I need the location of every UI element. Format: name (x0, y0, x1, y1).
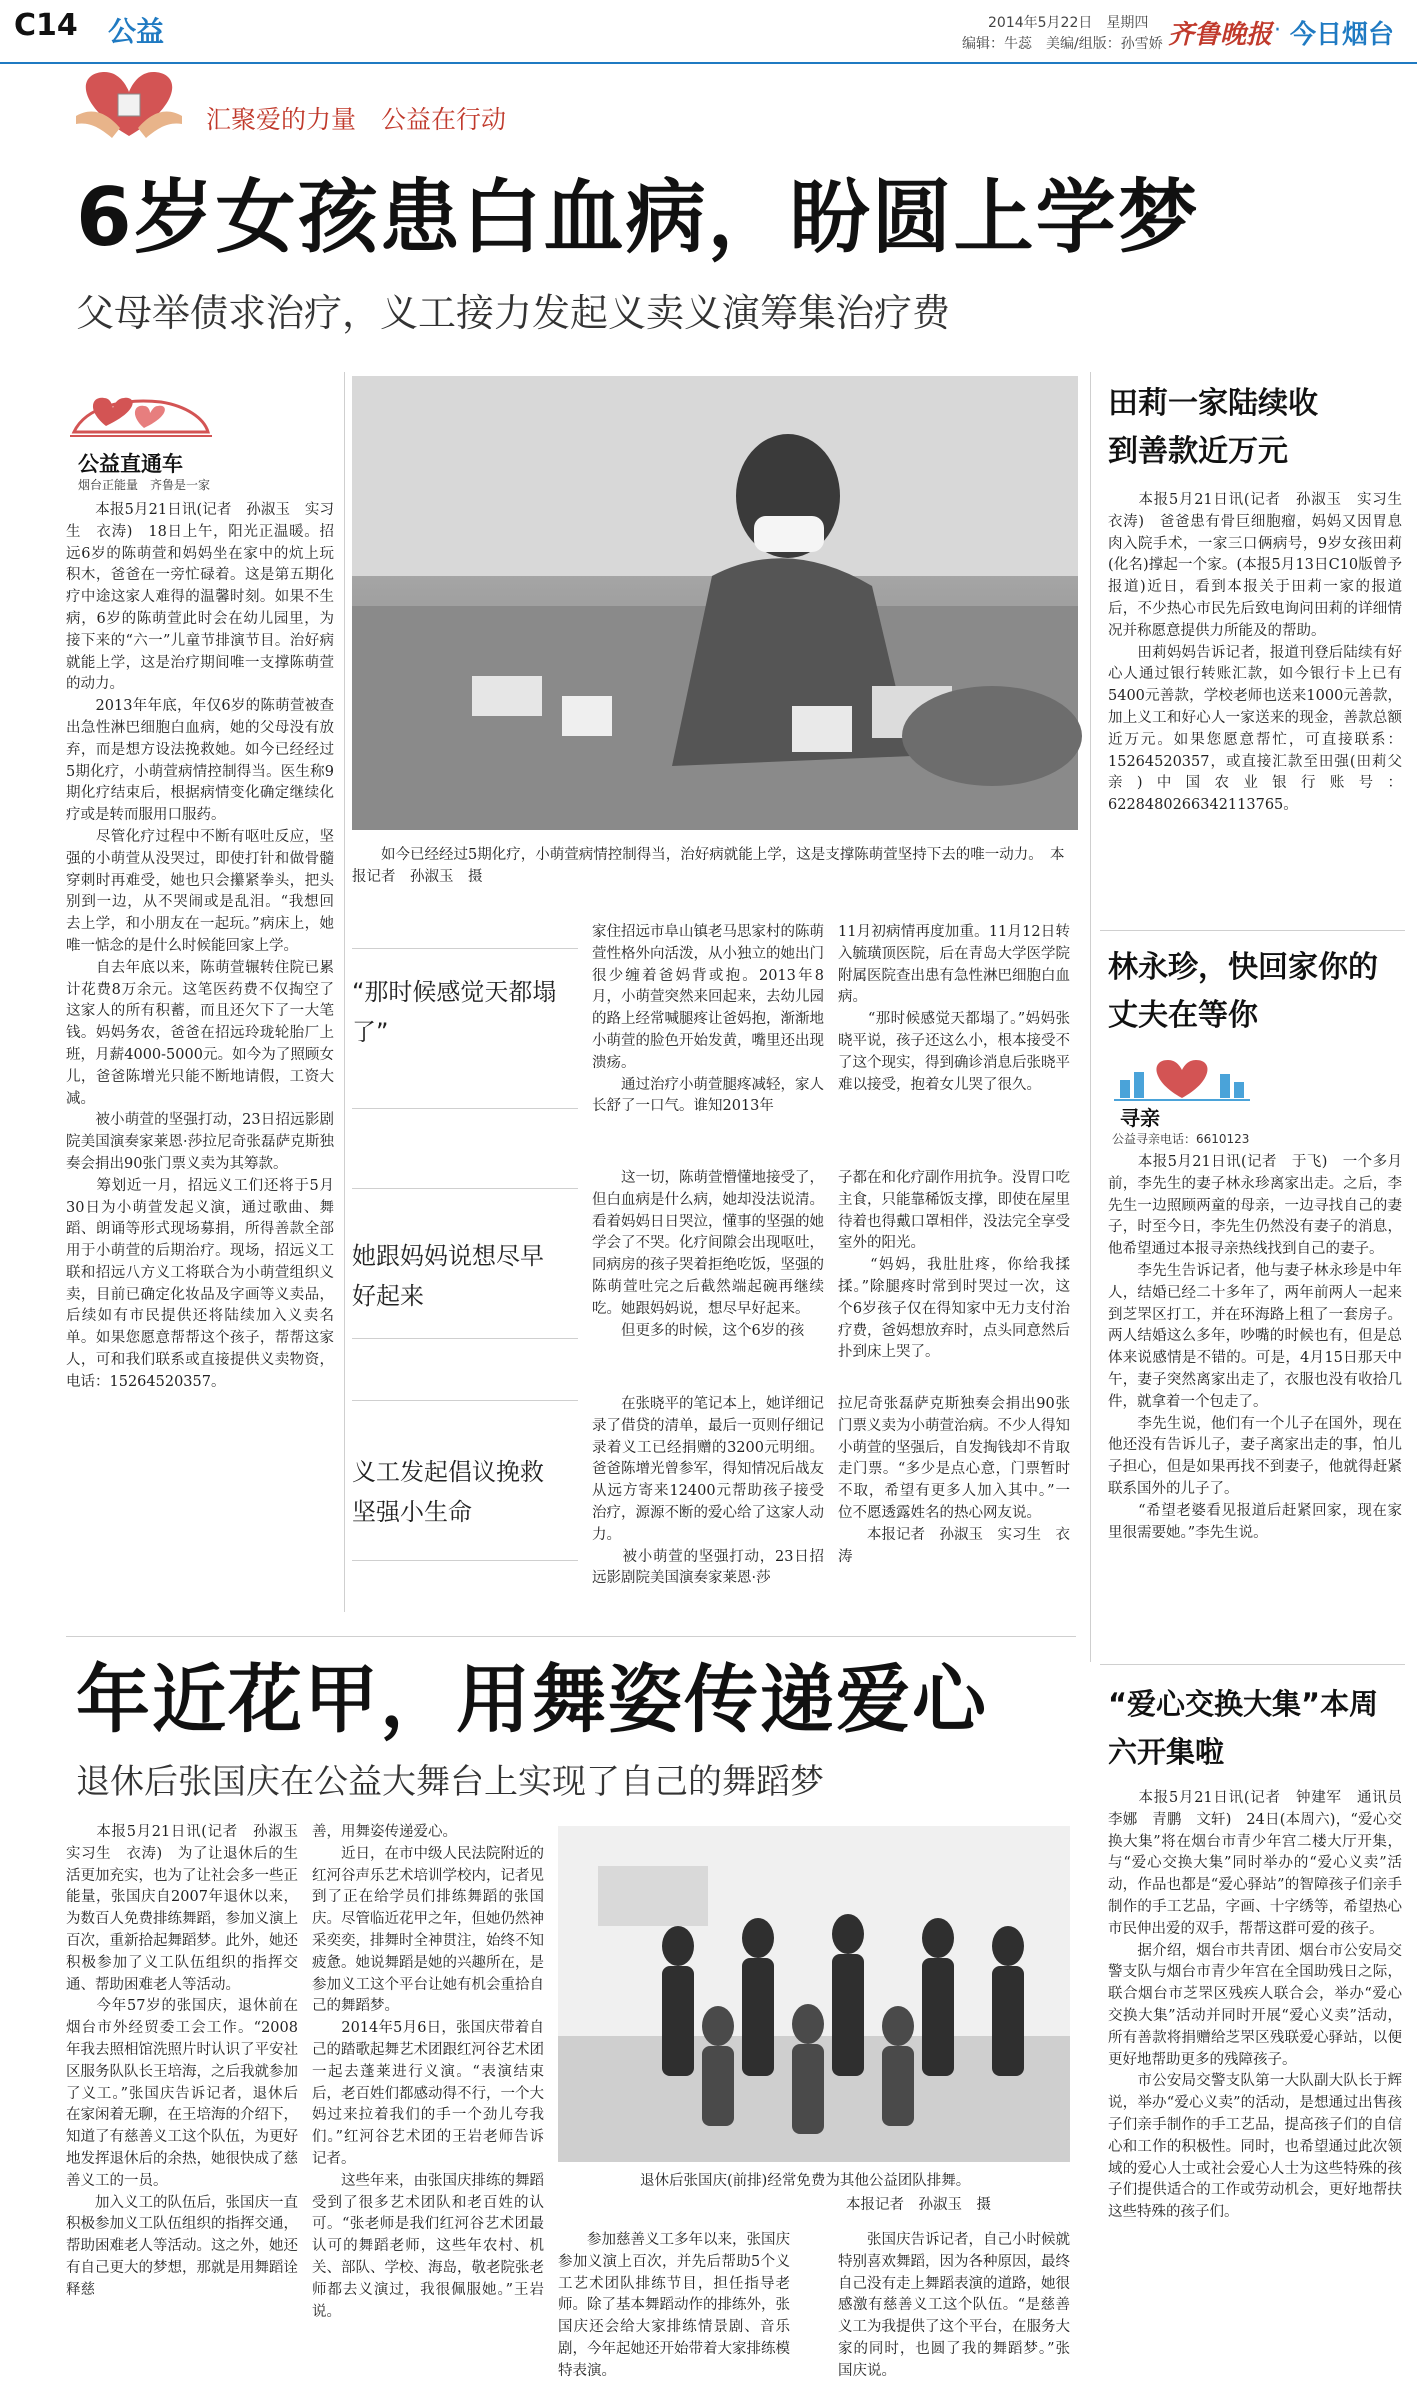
story1-col2c: 在张晓平的笔记本上，她详细记录了借贷的清单，最后一页则仔细记录着义工已经捐赠的3200元明细。爸爸陈增光曾参军，得知情况后战友从远方寄来12400元帮助孩子接受治疗，源源不断的爱心给了这家人动力。 被小萌萱的坚强打动，23日招远影剧院美国演奏家莱恩·莎 (592, 1396, 824, 1587)
car-heart-icon (66, 386, 216, 446)
xunqin-logo-label: 寻亲 (1120, 1106, 1160, 1130)
pull-quote-3: 义工发起倡议挽救坚强小生命 (352, 1458, 544, 1526)
sidebar1-title: 田莉一家陆续收到善款近万元 (1108, 386, 1318, 469)
story1-col2a: 家住招远市阜山镇老马思家村的陈萌萱性格外向活泼，从小独立的她出门很少缠着爸妈背或抱。2013年8月，小萌萱突然来回起来，去幼儿园的路上经常喊腿疼让爸妈抱，渐渐地小萌萱的脸色开始发黄，嘴里还出现溃疡。 通过治疗小萌萱腿疼减轻，家人长舒了一口气。谁知2013年 (592, 924, 824, 1115)
editor-line: 编辑：牛蕊 美编/组版：孙雪娇 (962, 36, 1163, 52)
pull-rule-1a (352, 948, 578, 949)
story2-photo (558, 1826, 1070, 2162)
pull-rule-1b (352, 1108, 578, 1109)
story2-photo-caption: 退休后张国庆(前排)经常免费为其他公益团队排舞。 (640, 2173, 971, 2189)
story1-col-divider (344, 372, 345, 1612)
story2-headline: 年近花甲，用舞姿传递爱心 (76, 1657, 988, 1743)
date-line: 2014年5月22日 星期四 (988, 15, 1149, 31)
story1-headline: 6岁女孩患白血病，盼圆上学梦 (76, 171, 1200, 264)
column-logo-tagline: 烟台正能量 齐鲁是一家 (78, 478, 211, 492)
story2-photo-credit: 本报记者 孙淑玉 摄 (846, 2197, 991, 2213)
story2-column-3: 参加慈善义工多年以来，张国庆参加义演上百次，并先后帮助5个义工艺术团队排练节目，担任指导老师。除了基本舞蹈动作的排练外，张国庆还会给大家排练情景剧、音乐剧，今年起她还开始带着大家排练模特表演。 (558, 2232, 790, 2379)
paper-name: 齐鲁晚报 (1168, 20, 1273, 50)
pull-rule-2a (352, 1188, 578, 1189)
sidebar-rule-2 (1100, 1664, 1405, 1665)
sidebar2-title: 林永珍，快回家你的丈夫在等你 (1108, 950, 1378, 1033)
story1-col3c: 拉尼奇张磊萨克斯独奏会捐出90张门票义卖为小萌萱治病。不少人得知小萌萱的坚强后，自发掏钱却不肯取走门票。“多少是点心意，门票暂时不取，希望有更多人加入其中。”一位不愿透露姓名的热心网友说。 本报记者 孙淑玉 实习生 衣涛 (838, 1396, 1070, 1565)
slogan: 汇聚爱的力量 公益在行动 (206, 105, 507, 134)
pull-rule-2b (352, 1338, 578, 1339)
story1-photo-caption: 如今已经经过5期化疗，小萌萱病情控制得当，治好病就能上学，这是支撑陈萌萱坚持下去的唯一动力。 本报记者 孙淑玉 摄 (352, 847, 1065, 885)
dot-separator: · (1274, 18, 1281, 43)
section-name: 公益 (108, 15, 165, 48)
pull-rule-3b (352, 1560, 578, 1561)
story1-col3b: 子都在和化疗副作用抗争。没胃口吃主食，只能靠稀饭支撑，即使在屋里待着也得戴口罩相伴，没法完全享受室外的阳光。 “妈妈，我肚肚疼，你给我揉揉。”除腿疼时常到时哭过一次，这个6岁孩子仅在得知家中无力支付治疗费，爸妈想放弃时，点头同意然后扑到床上哭了。 (838, 1170, 1070, 1361)
story1-col2b: 这一切，陈萌萱懵懂地接受了，但白血病是什么病，她却没法说清。看着妈妈日日哭泣，懂事的坚强的她学会了不哭。化疗间隙会出现呕吐，同病房的孩子哭着拒绝吃饭，坚强的陈萌萱吐完之后截然端起碗再继续吃。她跟妈妈说，想尽早好起来。 但更多的时候，这个6岁的孩 (592, 1170, 824, 1339)
sidebar-rule-1 (1100, 930, 1405, 931)
story2-column-2: 善，用舞姿传递爱心。 近日，在市中级人民法院附近的红河谷声乐艺术培训学校内，记者见到了正在给学员们排练舞蹈的张国庆。尽管临近花甲之年，但她仍然神采奕奕，排舞时全神贯注，始终不知疲惫。她说舞蹈是她的兴趣所在，是参加义工这个平台让她有机会重拾自己的舞蹈梦。 2014年5月6日，张国庆带着自己的踏歌起舞艺术团跟红河谷艺术团一起去蓬莱进行义演。“表演结束后，老百姓们都感动得不行，一个大妈过来拉着我们的手一个劲儿夸我们。”红河谷艺术团的王岩老师告诉记者。 这些年来，由张国庆排练的舞蹈受到了很多艺术团队和老百姓的认可。“张老师是我们红河谷艺术团最认可的舞蹈老师，这些年农村、机关、部队、学校、海岛，敬老院张老师都去义演过，我很佩服她。”王岩说。 (312, 1824, 544, 2320)
pull-quote-1: “那时候感觉天都塌了” (352, 978, 557, 1046)
story2-top-rule (66, 1636, 1076, 1637)
heart-hands-logo (68, 66, 190, 140)
sidebar3-title: “爱心交换大集”本周六开集啦 (1108, 1687, 1379, 1769)
story1-column-1: 本报5月21日讯(记者 孙淑玉 实习生 衣涛) 18日上午，阳光正温暖。招远6岁的陈萌萱和妈妈坐在家中的炕上玩积木，爸爸在一旁忙碌着。这是第五期化疗中途这家人难得的温馨时刻。如果不生病，6岁的陈萌萱此时会在幼儿园里，为接下来的“六一”儿童节排演节目。治好病就能上学，这是治疗期间唯一支撑陈萌萱的动力。 2013年年底，年仅6岁的陈萌萱被查出急性淋巴细胞白血病，她的父母没有放弃，而是想方设法挽救她。如今已经经过5期化疗，小萌萱病情控制得当。医生称9期化疗结束后，根据病情变化确定继续化疗或是转而服用口服药。 尽管化疗过程中不断有呕吐反应，坚强的小萌萱从没哭过，即使打针和做骨髓穿刺时再难受，她也只会攥紧拳头，把头别到一边，从不哭闹或是乱泪。“我想回去上学，和小朋友在一起玩。”病床上，她唯一惦念的是什么时候能回家上学。 自去年底以来，陈萌萱辗转住院已累计花费8万余元。这笔医药费不仅掏空了这家人的所有积蓄，而且还欠下了一大笔钱。妈妈务农，爸爸在招远玲珑轮胎厂上班，月薪4000-5000元。如今为了照顾女儿，爸爸陈增光只能不断地请假，工资大减。 被小萌萱的坚强打动，23日招远影剧院美国演奏家莱恩·莎拉尼奇张磊萨克斯独奏会捐出90张门票义卖为其筹款。 筹划近一月，招远义工们还将于5月30日为小萌萱发起义演，通过歌曲、舞蹈、朗诵等形式现场募捐，所得善款全部用于小萌萱的后期治疗。现场，招远义工联和招远八方义工将联合为小萌萱组织义卖，目前已确定化妆品及字画等义卖品，后续如有市民提供还将陆续加入义卖名单。如果您愿意帮帮这个孩子，帮帮这家人，可和我们联系或直接提供义卖物资，电话：15264520357。 (66, 502, 334, 1390)
sidebar1-body: 本报5月21日讯(记者 孙淑玉 实习生 衣涛) 爸爸患有骨巨细胞瘤，妈妈又因胃息肉入院手术，一家三口俩病号，9岁女孩田莉(化名)撑起一个家。(本报5月13日C10版曾予报道)近日，看到本报关于田莉一家的报道后，不少热心市民先后致电询问田莉的详细情况并称愿意提供力所能及的帮助。 田莉妈妈告诉记者，报道刊登后陆续有好心人通过银行转账汇款，如今银行卡上已有5400元善款，学校老师也送来1000元善款，加上义工和好心人一家送来的现金，善款总额近万元。如果您愿意帮忙，可直接联系：15264520357，或直接汇款至田强(田莉父亲)中国农业银行账号：6228480266342113765。 (1108, 492, 1402, 814)
column-logo (66, 386, 246, 496)
sidebar3-body: 本报5月21日讯(记者 钟建军 通讯员 李娜 青鹏 文轩) 24日(本周六)，“爱心交换大集”将在烟台市青少年宫二楼大厅开集，与“爱心交换大集”同时举办的“爱心义卖”活动，作品也都是“爱心驿站”的智障孩子们亲手制作的手工艺品，字画、十字绣等，希望热心市民伸出爱的双手，帮帮这群可爱的孩子。 据介绍，烟台市共青团、烟台市公安局交警支队与烟台市青少年宫在全国助残日之际，联合烟台市芝罘区残疾人联合会，举办“爱心交换大集”活动并同时开展“爱心义卖”活动，所有善款将捐赠给芝罘区残联爱心驿站，以便更好地帮助更多的残障孩子。 市公安局交警支队第一大队副大队长于辉说，举办“爱心义卖”的活动，是想通过出售孩子们亲手制作的手工艺品，提高孩子们的自信心和工作的积极性。同时，也希望通过此次领域的爱心人士或社会爱心人士为这些特殊的孩子们提供适合的工作或劳动机会，更好地帮扶这些特殊的孩子们。 (1108, 1790, 1402, 2221)
story1-photo (352, 376, 1078, 830)
sidebar-divider (1090, 372, 1091, 1662)
story2-deck: 退休后张国庆在公益大舞台上实现了自己的舞蹈梦 (76, 1762, 824, 1802)
edition-name: 今日烟台 (1290, 20, 1395, 50)
story2-column-1: 本报5月21日讯(记者 孙淑玉 实习生 衣涛) 为了让退休后的生活更加充实，也为了让社会多一些正能量，张国庆自2007年退休以来，为数百人免费排练舞蹈，参加义演上百次，重新拾起舞蹈梦。此外，她还积极参加了义工队伍组织的指挥交通、帮助困难老人等活动。 今年57岁的张国庆，退休前在烟台市外经贸委工会工作。“2008年我去照相馆洗照片时认识了平安社区服务队队长王培海，之后我就参加了义工。”张国庆告诉记者，退休后在家闲着无聊，在王培海的介绍下，知道了有慈善义工这个队伍，为更好地发挥退休后的余热，她很快成了慈善义工的一员。 加入义工的队伍后，张国庆一直积极参加义工队伍组织的指挥交通，帮助困难老人等活动。这之外，她还有自己更大的梦想，那就是用舞蹈诠释慈 (66, 1824, 298, 2298)
xunqin-hotline: 公益寻亲电话：6610123 (1112, 1132, 1250, 1146)
header-rule (0, 62, 1417, 64)
story1-col3a: 11月初病情再度加重。11月12日转入毓璜顶医院，后在青岛大学医学院附属医院查出患有急性淋巴细胞白血病。 “那时候感觉天都塌了。”妈妈张晓平说，孩子还这么小，根本接受不了这个现实，得到确诊消息后张晓平难以接受，抱着女儿哭了很久。 (838, 924, 1070, 1093)
xunqin-logo (1112, 1046, 1252, 1130)
page-header (0, 0, 1417, 60)
page-number: C14 (14, 8, 78, 43)
pull-rule-3a (352, 1400, 578, 1401)
story2-column-4: 张国庆告诉记者，自己小时候就特别喜欢舞蹈，因为各种原因，最终自己没有走上舞蹈表演的道路，她很感激有慈善义工这个队伍。“是慈善义工为我提供了这个平台，在服务大家的同时，也圆了我的舞蹈梦。”张国庆说。 (838, 2232, 1070, 2379)
story1-deck: 父母举债求治疗，义工接力发起义卖义演筹集治疗费 (76, 291, 951, 335)
pull-quote-2: 她跟妈妈说想尽早好起来 (352, 1242, 544, 1310)
column-logo-name: 公益直通车 (78, 452, 183, 476)
sidebar2-body: 本报5月21日讯(记者 于飞) 一个多月前，李先生的妻子林永珍离家出走。之后，李先生一边照顾两童的母亲，一边寻找自己的妻子，时至今日，李先生仍然没有妻子的消息，他希望通过本报寻亲热线找到自己的妻子。 李先生告诉记者，他与妻子林永珍是中年人，结婚已经二十多年了，两年前两人一起来到芝罘区打工，并在环海路上租了一套房子。两人结婚这么多年，吵嘴的时候也有，但是总体来说感情是不错的。可是，4月15日那天中午，妻子突然离家出走了，衣服也没有收拾几件，就拿着一个包走了。 李先生说，他们有一个儿子在国外，现在他还没有告诉儿子，妻子离家出走的事，怕儿子担心，但是如果再找不到妻子，他就得赶紧联系国外的儿子了。 “希望老婆看见报道后赶紧回家，现在家里很需要她。”李先生说。 (1108, 1154, 1402, 1541)
